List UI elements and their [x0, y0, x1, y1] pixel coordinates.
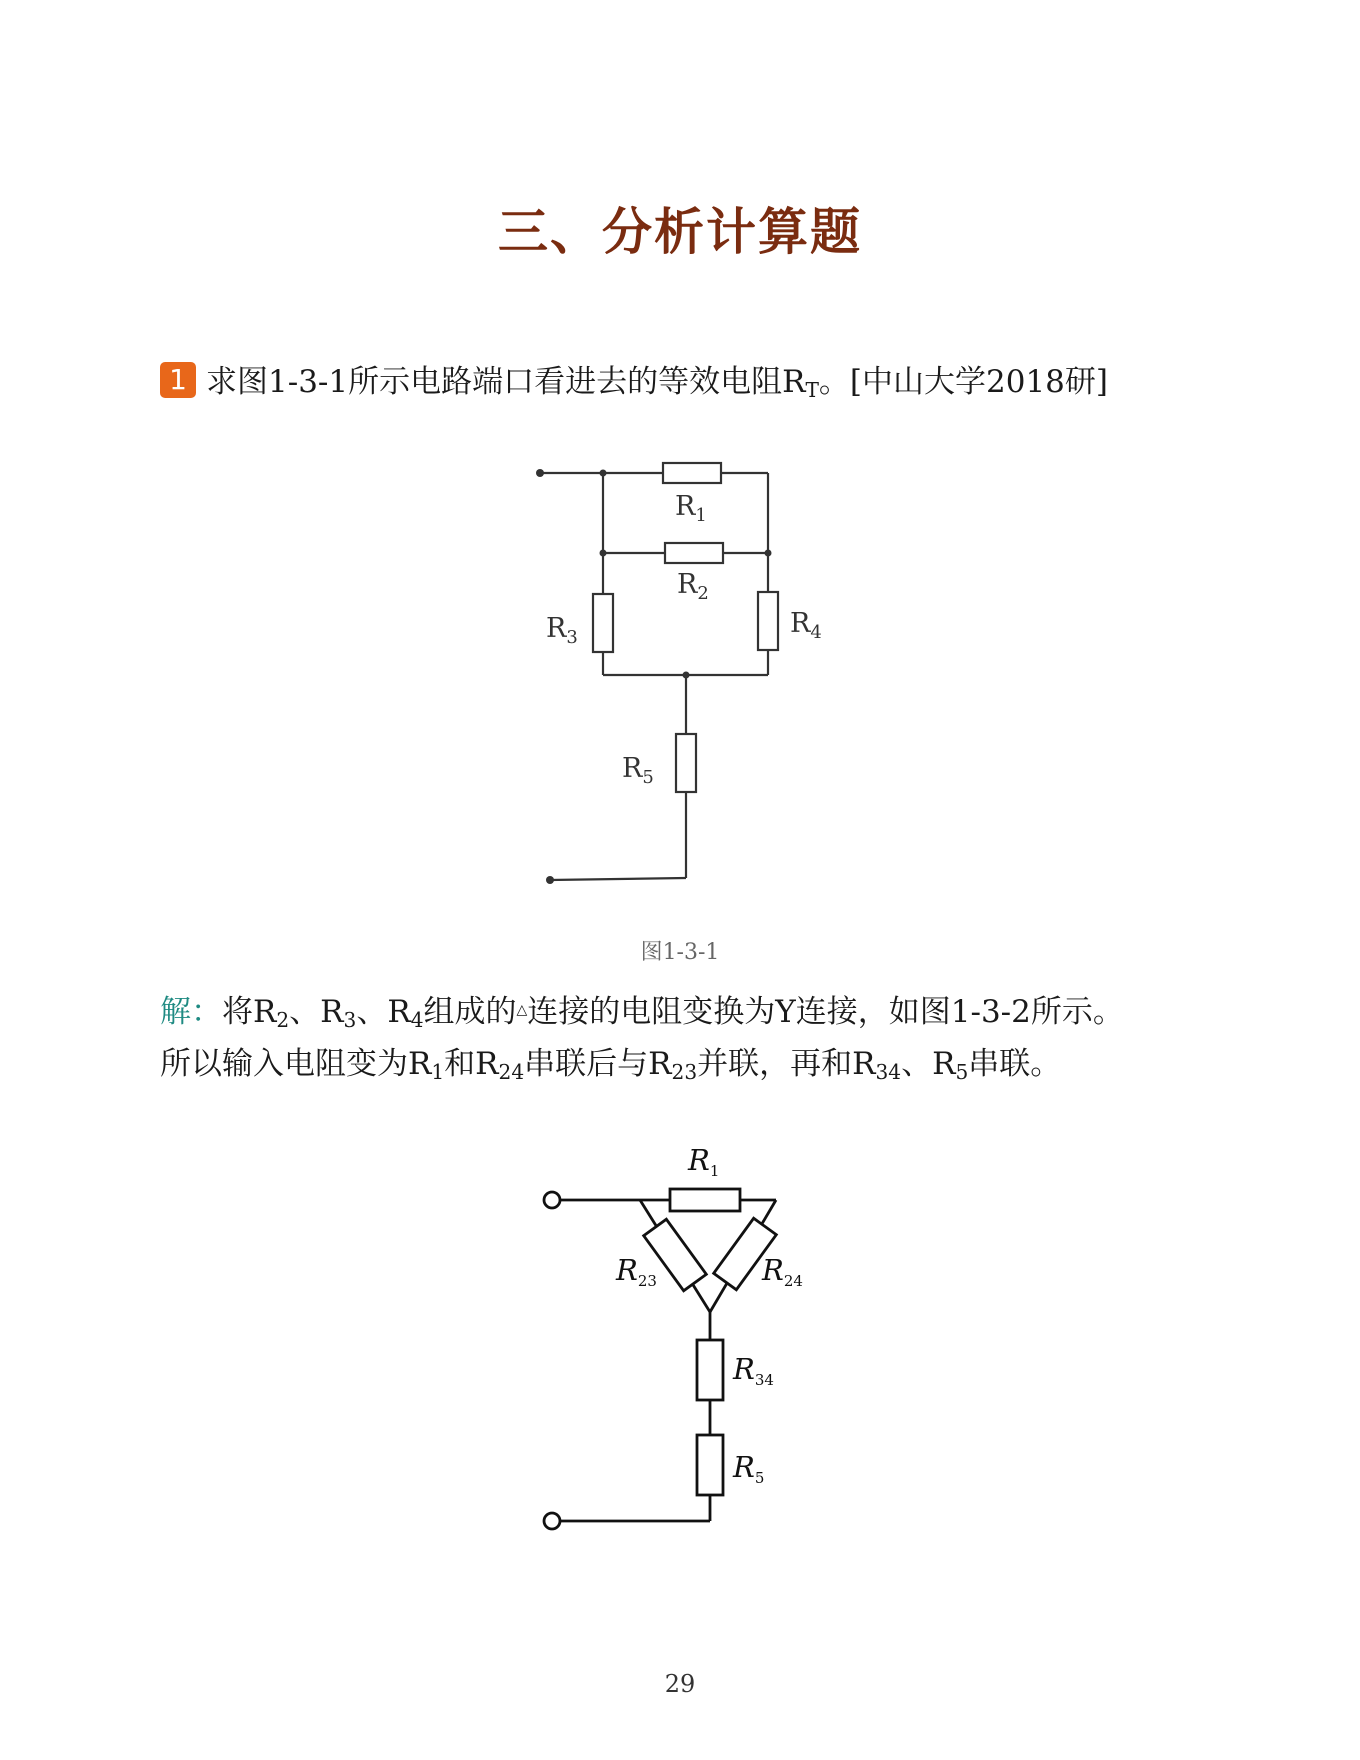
answer-subscript: 3 — [343, 1008, 357, 1033]
fig1-r2-label: $R_2$ — [677, 569, 709, 604]
answer-line-1 — [160, 988, 1220, 1034]
question-line — [160, 360, 1220, 404]
answer-text: 和R — [444, 1046, 499, 1082]
fig1-r3-label: $R_3$ — [546, 613, 578, 648]
question-source: 。[中山大学2018研] — [818, 364, 1108, 400]
answer-text: 组成的 — [423, 994, 517, 1030]
fig2-r5-label: $R_5$ — [733, 1450, 765, 1487]
answer-subscript: 4 — [410, 1008, 424, 1033]
section-title: 三、分析计算题 — [498, 203, 862, 261]
answer-text: 、R — [901, 1046, 956, 1082]
answer-subscript: 5 — [955, 1060, 969, 1085]
answer-text: 将R — [222, 994, 277, 1030]
answer-subscript: 34 — [875, 1060, 902, 1085]
answer-text: 所以输入电阻变为R — [160, 1046, 432, 1082]
answer-subscript: 24 — [498, 1060, 525, 1085]
answer-text: 串联后与R — [524, 1046, 672, 1082]
fig1-r1-label: $R_1$ — [675, 491, 707, 526]
circuit-figure-1 — [520, 450, 840, 910]
circuit-figure-2 — [530, 1125, 850, 1585]
figure-1-caption: 图1-3-1 — [640, 940, 720, 965]
fig2-r34-label: $R_{34}$ — [733, 1352, 774, 1389]
answer-line-2 — [160, 1042, 1220, 1086]
question-number-badge: 1 — [160, 362, 196, 398]
question-subscript: T — [805, 378, 819, 403]
delta-symbol: △ — [516, 1002, 528, 1018]
fig2-r1-label: $R_1$ — [688, 1143, 720, 1180]
answer-subscript: 23 — [671, 1060, 698, 1085]
answer-text: 、R — [356, 994, 411, 1030]
answer-text: 串联。 — [968, 1046, 1062, 1082]
answer-label: 解： — [160, 994, 222, 1030]
answer-text: 、R — [289, 994, 344, 1030]
answer-subscript: 1 — [431, 1060, 445, 1085]
fig1-r5-label: $R_5$ — [622, 753, 654, 788]
page-number: 29 — [664, 1670, 696, 1698]
fig2-r23-label: $R_{23}$ — [616, 1253, 657, 1290]
fig1-r4-label: $R_4$ — [790, 608, 822, 643]
answer-subscript: 2 — [276, 1008, 290, 1033]
answer-text: 连接的电阻变换为Y连接，如图1-3-2所示。 — [527, 994, 1124, 1030]
question-text: 求图1-3-1所示电路端口看进去的等效电阻R — [206, 364, 806, 400]
answer-text: 并联，再和R — [697, 1046, 876, 1082]
fig2-r24-label: $R_{24}$ — [762, 1253, 803, 1290]
